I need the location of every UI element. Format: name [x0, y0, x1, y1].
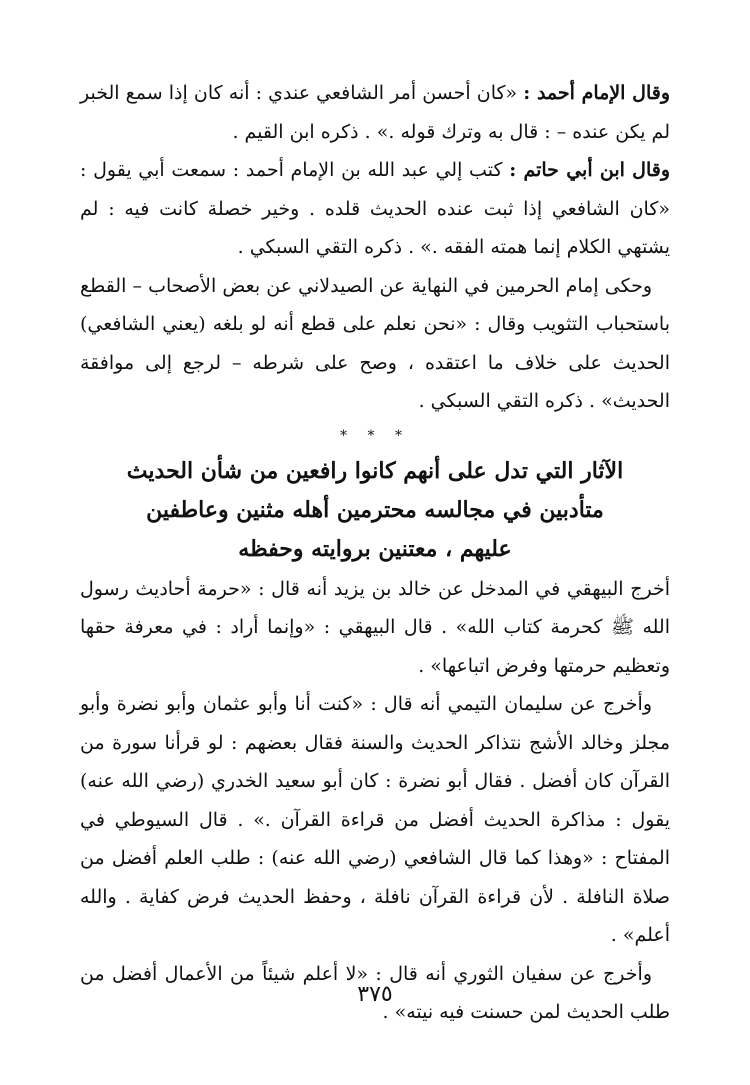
paragraph-text: «كان أحسن أمر الشافعي عندي : أنه كان إذا سمع الخبر لم يكن عنده – : قال به وترك قوله .» . ذكره ابن القيم . — [80, 82, 670, 143]
page-number: ٣٧٥ — [357, 982, 393, 1007]
paragraph-imam-ahmad — [80, 74, 670, 151]
paragraph-sufyan-thawri: وأخرج عن سفيان الثوري أنه قال : «لا أعلم شيئاً من الأعمال أفضل من طلب الحديث لمن حسنت فيه نيته» . — [80, 962, 670, 1023]
paragraph-imam-haramayn — [80, 267, 670, 421]
section-heading-line-3: عليهم ، معتنين بروايته وحفظه — [238, 535, 512, 562]
paragraph-lead: وقال ابن أبي حاتم : — [509, 159, 670, 181]
paragraph-lead: وقال الإمام أحمد : — [523, 82, 670, 104]
paragraph-ibn-abi-hatim — [80, 151, 670, 267]
paragraph-sulayman-taymi: وأخرج عن سليمان التيمي أنه قال : «كنت أنا وأبو عثمان وأبو نضرة وأبو مجلز وخالد الأشج نتذاكر الحديث والسنة فقال بعضهم : لو قرأنا سورة من القرآن كان أفضل . فقال أبو نضرة : كان أبو سعيد الخدري (رضي الله عنه) يقول : مذاكرة الحديث أفضل من قراءة القرآن .» . قال السيوطي في المفتاح : «وهذا كما قال الشافعي (رضي الله عنه) : طلب العلم أفضل من صلاة النافلة . لأن قراءة القرآن نافلة ، وحفظ الحديث فرض كفاية . والله أعلم» . — [80, 693, 670, 946]
paragraph-bayhaqi: أخرج البيهقي في المدخل عن خالد بن يزيد أنه قال : «حرمة أحاديث رسول الله ﷺ كحرمة كتاب الله» . قال البيهقي : «وإنما أراد : في معرفة حقها وتعظيم حرمتها وفرض اتباعها» . — [80, 577, 670, 677]
section-heading-line-1: الآثار التي تدل على أنهم كانوا رافعين من شأن الحديث — [126, 457, 624, 484]
section-heading-line-2: متأدبين في مجالسه محترمين أهله مثنين وعاطفين — [146, 496, 604, 523]
paragraph-text: وحكى إمام الحرمين في النهاية عن الصيدلاني عن بعض الأصحاب – القطع باستحباب التثويب وقال : «نحن نعلم على قطع أنه لو بلغه (يعني الشافعي) الحديث على خلاف ما اعتقده ، وصح على شرطه – لرجع إلى موافقة الحديث» . ذكره التقي السبكي . — [80, 274, 670, 412]
paragraph-text: كتب إلي عبد الله بن الإمام أحمد : سمعت أبي يقول : «كان الشافعي إذا ثبت عنده الحديث قلده . وخير خصلة كانت فيه : لم يشتهي الكلام إنما همته الفقه .» . ذكره التقي السبكي . — [80, 159, 670, 258]
section-separator: * * * — [340, 427, 410, 444]
